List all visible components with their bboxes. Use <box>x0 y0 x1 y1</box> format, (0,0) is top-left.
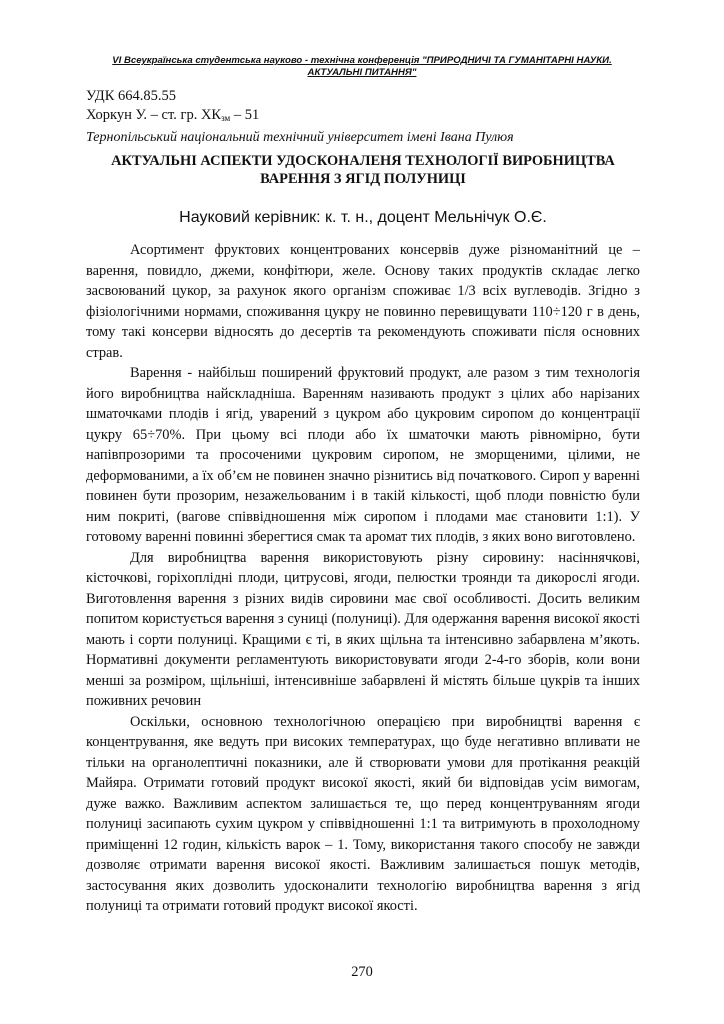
article-title <box>86 152 640 188</box>
author-line <box>86 106 646 128</box>
udc-code: УДК 664.85.55 <box>86 88 176 104</box>
running-header-line-1: VI Всеукраїнська студентська науково - технічна конференція "ПРИРОДНИЧІ ТА ГУМАНІТАРНІ НАУКИ. <box>112 55 612 66</box>
body-paragraph: Варення - найбільш поширений фруктовий продукт, але разом з тим технологія його виробництва найскладніша. Варенням називають продукт з цілих або нарізаних шматочками плодів і ягід, уварений з цукром або цукровим сиропом до концентрації цукру 65÷70%. При цьому всі плоди або їх шматочки мають рівномірно, бути напівпрозорими та просоченими цукровим сиропом, не зморщеними, цілими, не деформованими, а їх об’єм не повинен значно різнитись від початкового. Сироп у варенні повинен бути прозорим, незажельованим і в такій кількості, щоб плоди повністю були ним покриті, (вагове співвідношення між сиропом і плодами має становити 1:1). У готовому варенні повинні зберегтися смак та аромат тих плодів, з яких воно виготовлено. <box>86 365 640 545</box>
article-body <box>86 240 640 917</box>
author-group-number: – 51 <box>230 107 260 123</box>
running-header <box>86 55 638 79</box>
article-title-line-1: АКТУАЛЬНІ АСПЕКТИ УДОСКОНАЛЕНЯ ТЕХНОЛОГІЇ ВИРОБНИЦТВА <box>111 153 615 169</box>
body-paragraph: Оскільки, основною технологічною операцією при виробництві варення є концентрування, яке ведуть при високих температурах, що буде негативно впливати не тільки на органолептичні показники, але й створювати умови для протікання реакцій Майяра. Отримати готовий продукт високої якості, який би відповідав усім вимогам, дуже важко. Важливим аспектом залишається те, що перед концентруванням ягоди полуниці засипають сухим цукром у співвідношенні 1:1 та витримують в прохолодному приміщенні 12 годин, кількість варок – 1. Тому, використання такого способу не завжди дозволяє отримати варення високої якості. Важливим залишається пошук методів, застосування яких дозволить удосконалити технологію виробництва варення з ягід полуниці та отримати готовий продукт високої якості. <box>86 713 640 914</box>
article-title-line-2: ВАРЕННЯ З ЯГІД ПОЛУНИЦІ <box>260 171 466 187</box>
affiliation: Тернопільський національний технічний університет імені Івана Пулюя <box>86 130 514 145</box>
article-meta <box>86 87 646 147</box>
body-paragraph: Для виробництва варення використовують різну сировину: насіннячкові, кісточкові, горіхоплідні плоди, цитрусові, ягоди, пелюстки троянди та дикорослі ягоди. Виготовлення варення з різних видів сировини має свої особливості. Досить великим попитом користується варення з суниці (полуниці). Для одержання варення високої якості мають і сорти полуниці. Кращими є ті, в яких щільна та інтенсивно забарвлена м’якоть. Нормативні документи регламентують використовувати ягоди 2-4-го зборів, коли вони менші за розміром, щільніші, інтенсивніше забарвлені й містять більше цукрів та інших поживних речовин <box>86 549 640 709</box>
page-number: 270 <box>351 964 373 980</box>
scientific-supervisor: Науковий керівник: к. т. н., доцент Мельнічук О.Є. <box>179 209 547 226</box>
author-name: Хоркун У. – ст. гр. ХК <box>86 107 222 123</box>
author-group-subscript: зм <box>221 113 231 123</box>
running-header-line-2: АКТУАЛЬНІ ПИТАННЯ" <box>307 67 417 78</box>
body-paragraph: Асортимент фруктових концентрованих консервів дуже різноманітний це – варення, повидло, джеми, конфітюри, желе. Основу таких продуктів складає легко засвоюваний цукор, за рахунок якого організм споживає 1/3 всіх вуглеводів. Згідно з фізіологічними нормами, споживання цукру не повинно перевищувати 110÷120 г в день, тому такі консерви відносять до десертів та рекомендують споживати після основних страв. <box>86 242 640 361</box>
